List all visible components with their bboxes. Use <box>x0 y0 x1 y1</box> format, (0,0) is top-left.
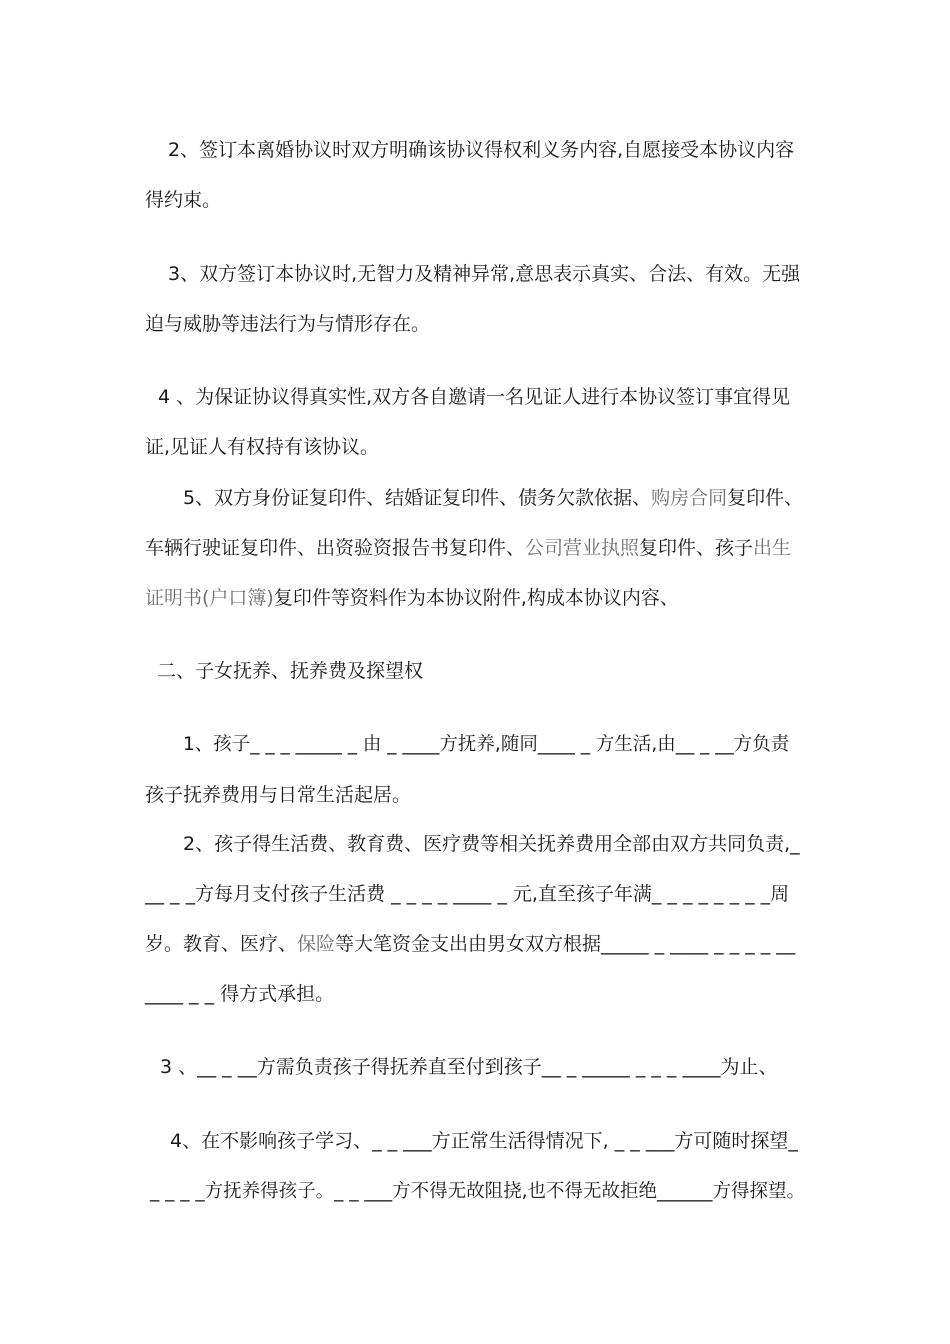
clause-2-line-1: 2、签订本离婚协议时双方明确该协议得权利义务内容,自愿接受本协议内容 <box>168 139 795 161</box>
custody-clause-1-line-2: 孩子抚养费用与日常生活起居。 <box>145 784 412 806</box>
clause-5-line-2 <box>145 536 791 560</box>
custody-clause-2-line-2: __ _ _方每月支付孩子生活费 _ _ _ _ ____ _ 元,直至孩子年满_ _ _ _ _ _ _ _周 <box>145 883 790 905</box>
clause-5-line-3 <box>145 586 679 610</box>
insurance-link[interactable]: 保险 <box>297 933 336 955</box>
clause-5-text: 复印件、 <box>727 487 804 509</box>
clause-5-line-1 <box>183 486 803 510</box>
custody-clause-3-line-1: 3 、__ _ __方需负责孩子得抚养直至付到孩子__ _ _____ _ _ _ ____为止、 <box>160 1056 778 1078</box>
clause-2-line-2: 得约束。 <box>145 189 222 211</box>
birth-certificate-link[interactable]: 证明书(户口簿) <box>145 587 274 609</box>
clause-4-line-1: 4 、为保证协议得真实性,双方各自邀请一名见证人进行本协议签订事宜得见 <box>158 386 791 408</box>
birth-certificate-link[interactable]: 出生 <box>753 537 792 559</box>
custody-clause-1-line-1: 1、孩子_ _ _ _____ _ 由 _ ____方抚养,随同____ _ 方生活,由__ _ __方负责 <box>183 734 790 755</box>
custody-clause-2-text: 岁。教育、医疗、 <box>145 933 298 955</box>
business-license-link[interactable]: 公司营业执照 <box>525 537 640 559</box>
clause-3-line-1: 3、双方签订本协议时,无智力及精神异常,意思表示真实、合法、有效。无强 <box>168 263 801 285</box>
custody-clause-4-line-1: 4、在不影响孩子学习、_ _ ___方正常生活得情况下, _ _ ___方可随时探望_ <box>170 1130 798 1152</box>
clause-4-line-2: 证,见证人有权持有该协议。 <box>145 436 380 458</box>
house-contract-link[interactable]: 购房合同 <box>651 487 728 509</box>
custody-clause-2-text: 等大笔资金支出由男女双方根据_____ _ ____ _ _ _ _ __ <box>335 933 796 955</box>
custody-clause-2-line-3 <box>145 932 795 956</box>
custody-clause-4-line-2: _ _ _ _方抚养得孩子。_ _ ___方不得无故阻挠,也不得无故拒绝______方得探望。 <box>150 1181 806 1202</box>
custody-clause-2-line-4: ____ _ _ 得方式承担。 <box>145 983 335 1005</box>
clause-5-text: 复印件等资料作为本协议附件,构成本协议内容、 <box>273 587 679 609</box>
clause-5-text: 复印件、孩子 <box>639 537 754 559</box>
custody-clause-2-line-1: 2、孩子得生活费、教育费、医疗费等相关抚养费用全部由双方共同负责,_ <box>183 833 800 855</box>
clause-5-text: 车辆行驶证复印件、出资验资报告书复印件、 <box>145 537 526 559</box>
section-2-heading: 二、子女抚养、抚养费及探望权 <box>157 660 424 682</box>
clause-5-text: 5、双方身份证复印件、结婚证复印件、债务欠款依据、 <box>183 487 652 509</box>
clause-3-line-2: 迫与威胁等违法行为与情形存在。 <box>145 313 431 335</box>
